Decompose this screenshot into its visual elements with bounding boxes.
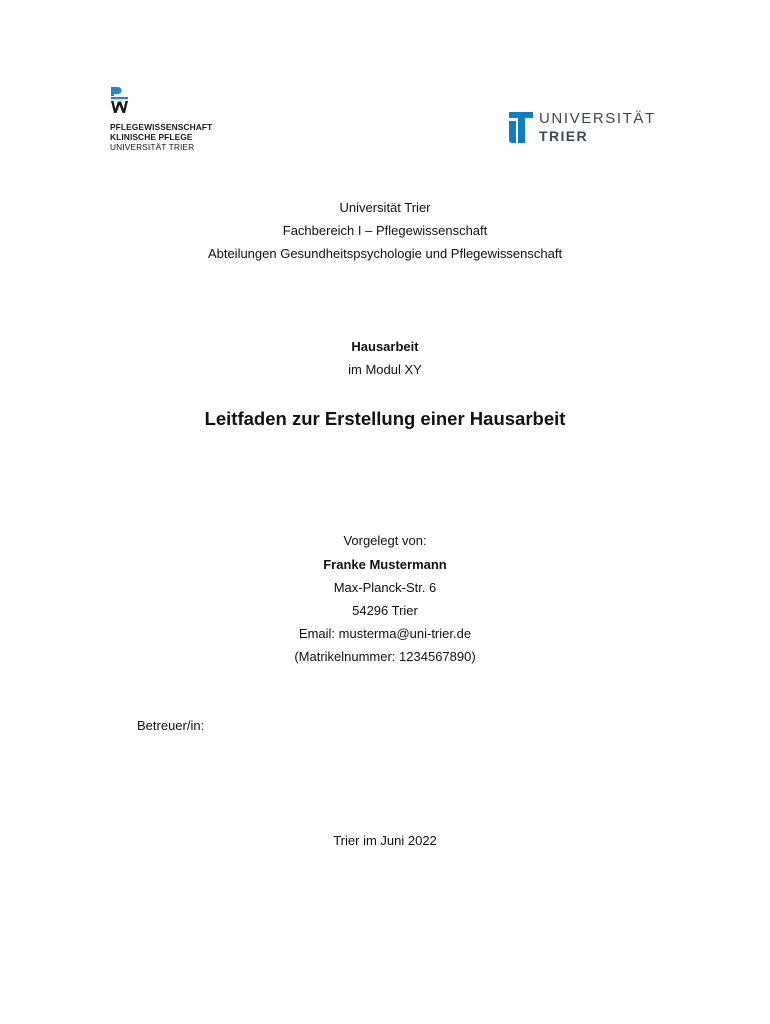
- work-module: im Modul XY: [348, 362, 422, 377]
- logo-text-universitaet-trier: UNIVERSITÄT TRIER: [110, 142, 195, 152]
- logo-text-klinische-pflege: KLINISCHE PFLEGE: [110, 132, 193, 142]
- institution-divisions: Abteilungen Gesundheitspsychologie und Pflegewissenschaft: [207, 246, 563, 261]
- logo-text-pflegewissenschaft: PFLEGEWISSENSCHAFT: [110, 122, 213, 132]
- author-email: Email: musterma@uni-trier.de: [298, 626, 472, 641]
- pflegewissenschaft-logo: [110, 86, 240, 156]
- pw-logo-icon: [110, 86, 130, 116]
- logo-text-universitaet: UNIVERSITÄT: [539, 110, 656, 127]
- institution-university: Universität Trier: [339, 200, 431, 215]
- supervisor-label: Betreuer/in:: [137, 718, 205, 733]
- author-name: Franke Mustermann: [323, 557, 447, 572]
- universitaet-trier-logo: [509, 110, 669, 150]
- presented-by-label: Vorgelegt von:: [343, 533, 427, 548]
- author-city: 54296 Trier: [352, 603, 418, 618]
- institution-department: Fachbereich I – Pflegewissenschaft: [282, 223, 488, 238]
- document-title: Leitfaden zur Erstellung einer Hausarbeit: [204, 408, 566, 429]
- author-street: Max-Planck-Str. 6: [333, 580, 437, 595]
- logo-text-trier: TRIER: [539, 128, 588, 144]
- author-matriculation: (Matrikelnummer: 1234567890): [294, 649, 476, 664]
- universitaet-trier-icon: [509, 112, 533, 143]
- work-type: Hausarbeit: [351, 339, 419, 354]
- place-date: Trier im Juni 2022: [333, 833, 437, 848]
